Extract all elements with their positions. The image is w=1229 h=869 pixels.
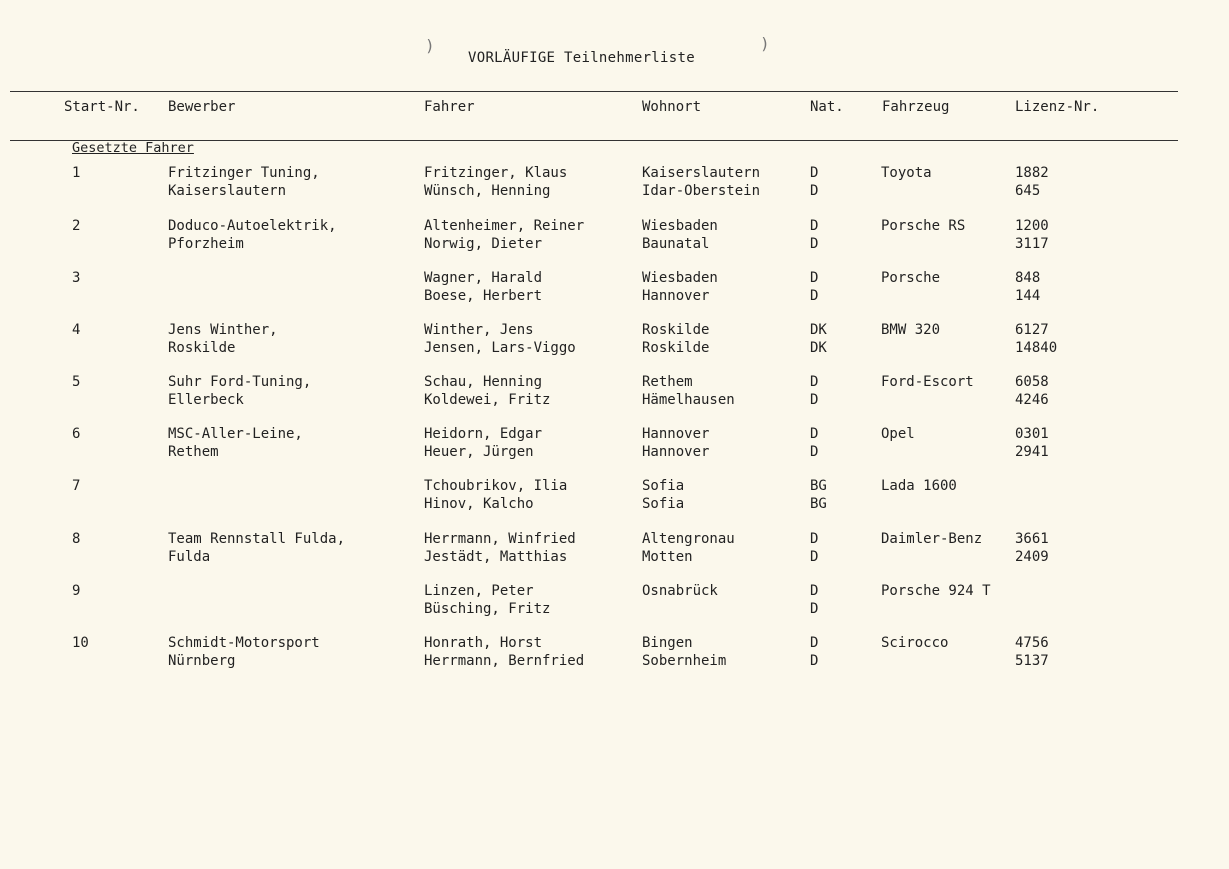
- entry-nat-line: D: [810, 391, 819, 408]
- entry-start-nr: [72, 635, 89, 653]
- entry-lizenz-nr-line: 6127: [1015, 322, 1049, 338]
- entry-fahrzeug-value: BMW 320: [881, 322, 941, 338]
- entry-nat-line: D: [810, 374, 819, 390]
- entry-wohnort-line: Idar-Oberstein: [642, 182, 761, 199]
- entry-lizenz-nr: [1015, 218, 1049, 253]
- entry-bewerber-line: Doduco-Autoelektrik,: [168, 218, 337, 234]
- entry-start-nr-value: 2: [72, 218, 81, 234]
- entry-row: [0, 478, 1229, 514]
- entry-wohnort: [642, 635, 726, 670]
- entry-bewerber-line: Kaiserslautern: [168, 182, 287, 199]
- entry-lizenz-nr-line: 6058: [1015, 374, 1049, 390]
- entry-fahrzeug-value: Porsche RS: [881, 218, 966, 234]
- entry-fahrer-line: Norwig, Dieter: [424, 235, 543, 252]
- entry-start-nr-value: 6: [72, 426, 81, 442]
- entry-fahrzeug-value: Opel: [881, 426, 915, 442]
- entry-wohnort-line: Osnabrück: [642, 583, 718, 599]
- entry-start-nr: [72, 322, 80, 340]
- entry-bewerber-line: Suhr Ford-Tuning,: [168, 374, 312, 390]
- entry-fahrzeug: [881, 218, 965, 236]
- entry-nat: [810, 583, 818, 618]
- entry-fahrer-line: Altenheimer, Reiner: [424, 218, 585, 234]
- entry-fahrer-line: Fritzinger, Klaus: [424, 165, 568, 181]
- entry-bewerber: [168, 374, 311, 409]
- entry-row: [0, 165, 1229, 201]
- entry-nat-line: BG: [810, 495, 827, 512]
- entry-fahrzeug: [881, 426, 915, 444]
- entry-lizenz-nr-line: 645: [1015, 182, 1041, 199]
- entry-bewerber-line: Rethem: [168, 443, 219, 460]
- entry-fahrer-line: Herrmann, Winfried: [424, 531, 576, 547]
- entry-fahrer-line: Linzen, Peter: [424, 583, 534, 599]
- entry-fahrer-line: Schau, Henning: [424, 374, 543, 390]
- entry-start-nr-value: 3: [72, 270, 81, 286]
- entry-fahrzeug-value: Toyota: [881, 165, 932, 181]
- entry-wohnort: [642, 165, 760, 200]
- entry-fahrzeug: [881, 165, 932, 183]
- entry-row: [0, 322, 1229, 358]
- entry-nat: [810, 478, 827, 513]
- entry-nat-line: DK: [810, 322, 827, 338]
- entry-bewerber: [168, 322, 278, 357]
- entry-wohnort-line: Kaiserslautern: [642, 165, 761, 181]
- entry-fahrer-line: Heidorn, Edgar: [424, 426, 543, 442]
- entry-bewerber: [168, 426, 303, 461]
- entry-fahrzeug-value: Lada 1600: [881, 478, 957, 494]
- entry-nat-line: D: [810, 635, 819, 651]
- entry-fahrzeug-value: Porsche 924 T: [881, 583, 991, 599]
- entry-bewerber-line: Ellerbeck: [168, 391, 244, 408]
- entry-wohnort-line: Hannover: [642, 443, 710, 460]
- entry-fahrer-line: Herrmann, Bernfried: [424, 652, 585, 669]
- entry-nat-line: D: [810, 652, 819, 669]
- entry-lizenz-nr-line: 2941: [1015, 443, 1049, 460]
- entry-nat: [810, 218, 818, 253]
- entry-row: [0, 583, 1229, 619]
- entry-lizenz-nr: [1015, 635, 1049, 670]
- entry-start-nr-value: 9: [72, 583, 81, 599]
- entry-row: [0, 270, 1229, 306]
- entry-start-nr-value: 7: [72, 478, 81, 494]
- header-nat: Nat.: [810, 99, 844, 115]
- entry-row: [0, 531, 1229, 567]
- entry-start-nr: [72, 218, 80, 236]
- entry-wohnort-line: Rethem: [642, 374, 693, 390]
- entry-fahrer-line: Hinov, Kalcho: [424, 495, 534, 512]
- entry-wohnort-line: Sobernheim: [642, 652, 727, 669]
- punch-hole-mark-left: ): [425, 36, 435, 55]
- entry-wohnort: [642, 270, 718, 305]
- header-wohnort: Wohnort: [642, 99, 702, 115]
- entry-bewerber: [168, 635, 320, 670]
- entry-nat-line: D: [810, 443, 819, 460]
- entry-fahrzeug: [881, 531, 982, 549]
- entry-bewerber-line: Nürnberg: [168, 652, 236, 669]
- entry-nat: [810, 531, 818, 566]
- entry-lizenz-nr-line: 3661: [1015, 531, 1049, 547]
- entry-fahrer-line: Koldewei, Fritz: [424, 391, 551, 408]
- entry-row: [0, 374, 1229, 410]
- entry-fahrer-line: Jestädt, Matthias: [424, 548, 568, 565]
- entry-fahrer: [424, 218, 584, 253]
- entry-fahrzeug-value: Daimler-Benz: [881, 531, 983, 547]
- entry-wohnort-line: Altengronau: [642, 531, 735, 547]
- entry-nat-line: D: [810, 600, 819, 617]
- entry-fahrzeug-value: Scirocco: [881, 635, 949, 651]
- entry-fahrer-line: Wünsch, Henning: [424, 182, 551, 199]
- entry-start-nr: [72, 583, 80, 601]
- entry-nat-line: D: [810, 235, 819, 252]
- entry-fahrer: [424, 635, 584, 670]
- entry-nat-line: D: [810, 583, 819, 599]
- entry-fahrzeug: [881, 478, 957, 496]
- entry-nat-line: D: [810, 165, 819, 181]
- entry-wohnort-line: Hannover: [642, 287, 710, 304]
- header-fahrzeug: Fahrzeug: [882, 99, 950, 115]
- entry-lizenz-nr-line: 4246: [1015, 391, 1049, 408]
- entry-nat: [810, 270, 818, 305]
- entry-fahrzeug: [881, 374, 974, 392]
- entry-wohnort-line: [642, 601, 718, 619]
- entry-fahrer-line: Wagner, Harald: [424, 270, 543, 286]
- entry-bewerber-line: Fritzinger Tuning,: [168, 165, 320, 181]
- entry-fahrer-line: Büsching, Fritz: [424, 600, 551, 617]
- header-start-nr: Start-Nr.: [64, 99, 140, 115]
- entry-wohnort: [642, 531, 735, 566]
- entry-bewerber-line: Schmidt-Motorsport: [168, 635, 320, 651]
- entry-bewerber-line: Pforzheim: [168, 235, 244, 252]
- entry-fahrer-line: Winther, Jens: [424, 322, 534, 338]
- entry-nat-line: D: [810, 426, 819, 442]
- entry-nat-line: D: [810, 548, 819, 565]
- entry-nat-line: D: [810, 531, 819, 547]
- entry-wohnort-line: Roskilde: [642, 322, 710, 338]
- entry-fahrer: [424, 426, 542, 461]
- section-label: Gesetzte Fahrer: [72, 140, 194, 156]
- entry-fahrzeug: [881, 583, 991, 601]
- entry-lizenz-nr-line: 1882: [1015, 165, 1049, 181]
- entry-start-nr-value: 4: [72, 322, 81, 338]
- entry-fahrzeug-value: Porsche: [881, 270, 941, 286]
- entry-lizenz-nr: [1015, 322, 1057, 357]
- entry-wohnort-line: Wiesbaden: [642, 270, 718, 286]
- document-title: VORLÄUFIGE Teilnehmerliste: [468, 50, 695, 66]
- entry-lizenz-nr-line: 0301: [1015, 426, 1049, 442]
- entry-lizenz-nr: [1015, 426, 1049, 461]
- header-top-rule: [10, 91, 1178, 92]
- entry-wohnort-line: Bingen: [642, 635, 693, 651]
- entry-wohnort-line: Wiesbaden: [642, 218, 718, 234]
- entry-fahrer-line: Heuer, Jürgen: [424, 443, 534, 460]
- header-bewerber: Bewerber: [168, 99, 236, 115]
- entry-lizenz-nr-line: 14840: [1015, 339, 1058, 356]
- entry-nat: [810, 635, 818, 670]
- entry-start-nr-value: 10: [72, 635, 89, 651]
- entry-nat-line: D: [810, 182, 819, 199]
- entry-lizenz-nr-line: 848: [1015, 270, 1041, 286]
- entry-lizenz-nr-line: 2409: [1015, 548, 1049, 565]
- entry-fahrer-line: Jensen, Lars-Viggo: [424, 339, 576, 356]
- entry-start-nr: [72, 165, 80, 183]
- entry-lizenz-nr-line: 4756: [1015, 635, 1049, 651]
- entry-bewerber: [168, 165, 320, 200]
- entry-fahrer: [424, 322, 576, 357]
- entry-fahrer: [424, 583, 550, 618]
- entry-nat: [810, 322, 827, 357]
- entry-lizenz-nr-line: 5137: [1015, 652, 1049, 669]
- entry-wohnort: [642, 583, 718, 618]
- entry-wohnort: [642, 426, 709, 461]
- entry-nat-line: D: [810, 218, 819, 234]
- entry-nat-line: D: [810, 287, 819, 304]
- entry-bewerber-line: Roskilde: [168, 339, 236, 356]
- entry-bewerber: [168, 531, 345, 566]
- entry-wohnort: [642, 322, 709, 357]
- entry-fahrer-line: Honrath, Horst: [424, 635, 543, 651]
- entry-start-nr: [72, 426, 80, 444]
- entry-lizenz-nr-line: 144: [1015, 287, 1041, 304]
- entry-bewerber-line: Team Rennstall Fulda,: [168, 531, 346, 547]
- entry-bewerber-line: MSC-Aller-Leine,: [168, 426, 303, 442]
- header-fahrer: Fahrer: [424, 99, 475, 115]
- entry-nat: [810, 426, 818, 461]
- entry-bewerber: [168, 218, 337, 253]
- entry-row: [0, 426, 1229, 462]
- entry-nat-line: BG: [810, 478, 827, 494]
- entry-row: [0, 635, 1229, 671]
- entry-nat-line: DK: [810, 339, 827, 356]
- entry-wohnort: [642, 218, 718, 253]
- entry-bewerber-line: Jens Winther,: [168, 322, 278, 338]
- entry-wohnort-line: Sofia: [642, 478, 685, 494]
- entry-start-nr-value: 8: [72, 531, 81, 547]
- entry-wohnort: [642, 374, 735, 409]
- entry-fahrzeug: [881, 270, 940, 288]
- entry-lizenz-nr: [1015, 374, 1049, 409]
- entry-fahrzeug: [881, 635, 948, 653]
- entry-nat: [810, 374, 818, 409]
- entry-fahrer: [424, 531, 576, 566]
- entry-wohnort-line: Hannover: [642, 426, 710, 442]
- entry-lizenz-nr-line: 1200: [1015, 218, 1049, 234]
- entry-fahrer: [424, 165, 567, 200]
- entry-wohnort-line: Baunatal: [642, 235, 710, 252]
- entry-wohnort-line: Sofia: [642, 495, 685, 512]
- entry-wohnort-line: Roskilde: [642, 339, 710, 356]
- entry-start-nr: [72, 374, 80, 392]
- entry-start-nr-value: 1: [72, 165, 81, 181]
- entry-start-nr: [72, 478, 80, 496]
- entry-lizenz-nr: [1015, 270, 1040, 305]
- entry-wohnort-line: Hämelhausen: [642, 391, 735, 408]
- entry-start-nr: [72, 270, 80, 288]
- entry-wohnort-line: Motten: [642, 548, 693, 565]
- entry-fahrer: [424, 478, 567, 513]
- entry-lizenz-nr: [1015, 531, 1049, 566]
- punch-hole-mark-right: ): [760, 34, 770, 53]
- entry-fahrer-line: Tchoubrikov, Ilia: [424, 478, 568, 494]
- entry-fahrzeug-value: Ford-Escort: [881, 374, 974, 390]
- entry-lizenz-nr: [1015, 165, 1049, 200]
- entry-wohnort: [642, 478, 684, 513]
- entry-fahrer: [424, 374, 550, 409]
- entry-lizenz-nr-line: 3117: [1015, 235, 1049, 252]
- entry-nat-line: D: [810, 270, 819, 286]
- entry-fahrer: [424, 270, 542, 305]
- entry-start-nr-value: 5: [72, 374, 81, 390]
- header-lizenz-nr: Lizenz-Nr.: [1015, 99, 1100, 115]
- entry-bewerber-line: Fulda: [168, 548, 211, 565]
- entry-fahrer-line: Boese, Herbert: [424, 287, 543, 304]
- entry-nat: [810, 165, 818, 200]
- entry-start-nr: [72, 531, 80, 549]
- entry-row: [0, 218, 1229, 254]
- entry-fahrzeug: [881, 322, 940, 340]
